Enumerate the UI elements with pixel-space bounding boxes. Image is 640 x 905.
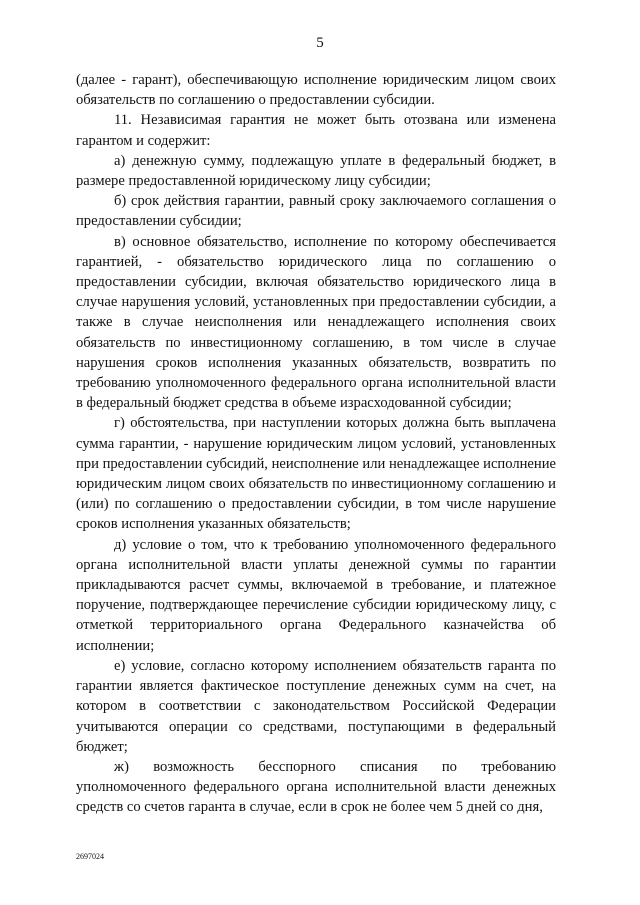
paragraph-item-d: д) условие о том, что к требованию уполномоченного федерального органа исполнительной власти уплаты денежной суммы по гарантии прикладываются расчет суммы, включаемой в требование, и платежное поручение, подтверждающее перечисление субсидии юридическому лицу, с отметкой территориального органа Федерального казначейства об исполнении; [76,536,556,654]
paragraph-item-v: в) основное обязательство, исполнение по которому обеспечивается гарантией, - обязательство юридического лица по соглашению о предоставлении субсидии, включая обязательство юридического лица в случае нарушения условий, установленных при предоставлении субсидии, а также в случае неисполнения или ненадлежащего исполнения своих обязательств по инвестиционному соглашению, в том числе в случае нарушения сроков исполнения указанных обязательств, возвратить по требованию уполномоченного федерального органа исполнительной власти в федеральный бюджет средства в объеме израсходованной субсидии; [76,233,556,412]
paragraph-item-e: е) условие, согласно которому исполнением обязательств гаранта по гарантии является фактическое поступление денежных сумм на счет, на котором в соответствии с законодательством Российской Федерации учитываются операции со средствами, поступающими в федеральный бюджет; [76,657,556,755]
paragraph-item-a: а) денежную сумму, подлежащую уплате в федеральный бюджет, в размере предоставленной юридическому лицу субсидии; [76,152,556,190]
document-code: 2697024 [76,852,104,861]
paragraph-item-zh: ж) возможность бесспорного списания по требованию уполномоченного федерального органа исполнительной власти денежных средств со счетов гаранта в случае, если в срок не более чем 5 дней со дня, [76,758,556,816]
paragraph-item-b: б) срок действия гарантии, равный сроку заключаемого соглашения о предоставлении субсидии; [76,193,556,230]
paragraph-continuation: (далее - гарант), обеспечивающую исполнение юридическим лицом своих обязательств по соглашению о предоставлении субсидии. [76,72,556,109]
paragraph-item-11: 11. Независимая гарантия не может быть отозвана или изменена гарантом и содержит: [76,112,556,149]
document-body [76,70,556,818]
paragraph-item-g: г) обстоятельства, при наступлении которых должна быть выплачена сумма гарантии, - нарушение юридическим лицом условий, установленных при предоставлении субсидий, неисполнение или ненадлежащее исполнение юридическим лицом своих обязательств по инвестиционному соглашению и (или) по соглашению о предоставлении субсидии, в том числе нарушение сроков исполнения указанных обязательств; [76,415,556,533]
page-number: 5 [316,35,324,51]
